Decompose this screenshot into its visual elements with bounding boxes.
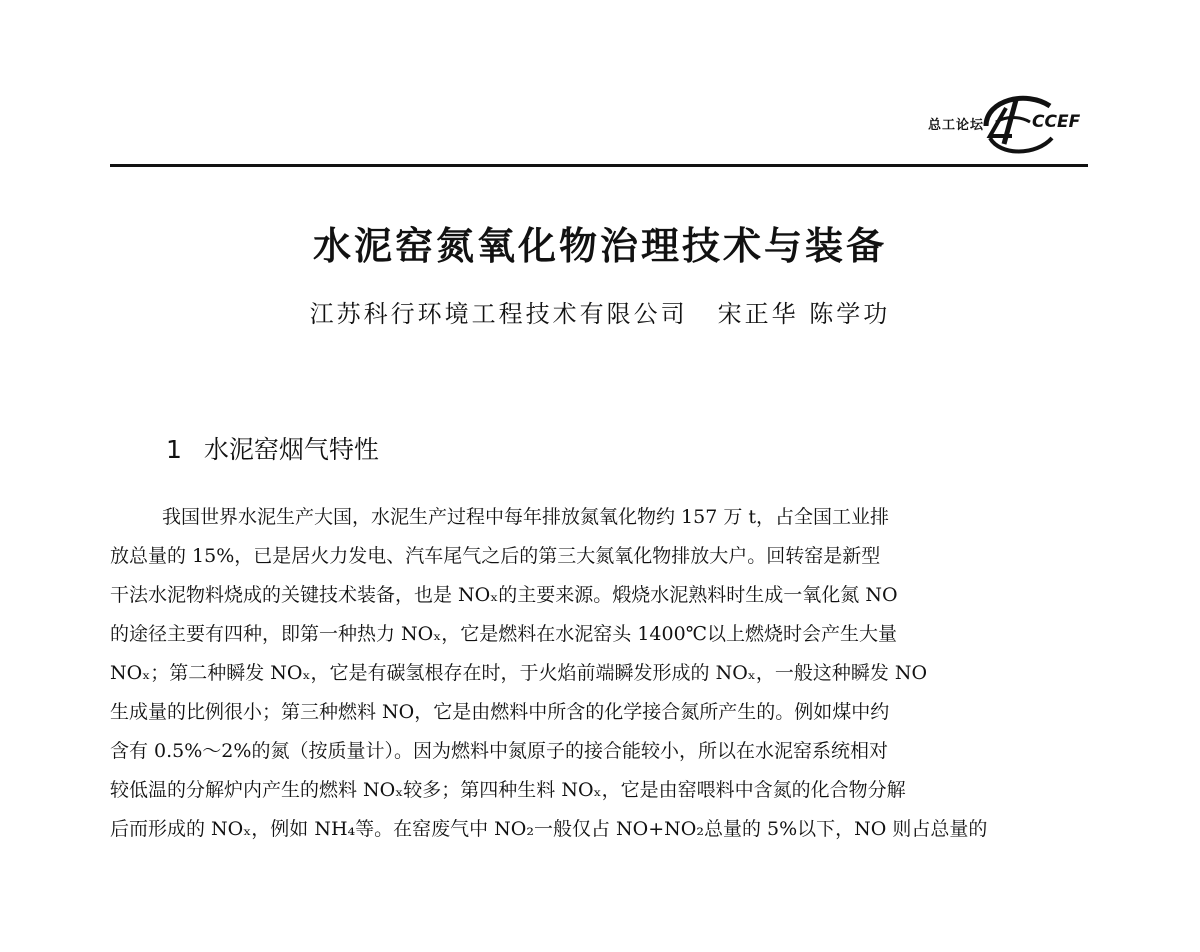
logo-text-en: CCEF: [1032, 112, 1081, 132]
section-number: 1: [166, 435, 182, 464]
section-heading: [166, 430, 379, 466]
body-line: 干法水泥物料烧成的关键技术装备，也是 NOₓ的主要来源。煅烧水泥熟料时生成一氧化氮 NO: [110, 584, 898, 606]
body-line: 较低温的分解炉内产生的燃料 NOₓ较多；第四种生料 NOₓ，它是由窑喂料中含氮的化合物分解: [110, 779, 906, 801]
body-paragraph: [110, 498, 1088, 849]
body-line: 我国世界水泥生产大国，水泥生产过程中每年排放氮氧化物约 157 万 t，占全国工业排: [162, 506, 890, 528]
body-line: 含有 0.5%～2%的氮（按质量计）。因为燃料中氮原子的接合能较小，所以在水泥窑系统相对: [110, 740, 888, 762]
section-title: 水泥窑烟气特性: [203, 435, 379, 464]
body-line: 生成量的比例很小；第三种燃料 NO，它是由燃料中所含的化学接合氮所产生的。例如煤中约: [110, 701, 890, 723]
paper-title: 水泥窑氮氧化物治理技术与装备: [312, 224, 887, 268]
body-line: 后而形成的 NOₓ，例如 NH₄等。在窑废气中 NO₂一般仅占 NO+NO₂总量的 5%以下，NO 则占总量的: [110, 818, 988, 840]
body-line: 放总量的 15%，已是居火力发电、汽车尾气之后的第三大氮氧化物排放大户。回转窑是新型: [110, 545, 881, 567]
header-rule: [110, 164, 1088, 167]
logo-text-cn: 总工论坛: [928, 118, 985, 133]
ccef-logo: [928, 86, 1098, 158]
body-line: NOₓ；第二种瞬发 NOₓ，它是有碳氢根存在时，于火焰前端瞬发形成的 NOₓ，一般这种瞬发 NO: [110, 662, 928, 684]
author-names: 宋正华 陈学功: [717, 300, 891, 328]
body-line: 的途径主要有四种，即第一种热力 NOₓ，它是燃料在水泥窑头 1400℃以上燃烧时会产生大量: [110, 623, 897, 645]
company-name: 江苏科行环境工程技术有限公司: [309, 300, 688, 328]
byline: [0, 294, 1200, 329]
